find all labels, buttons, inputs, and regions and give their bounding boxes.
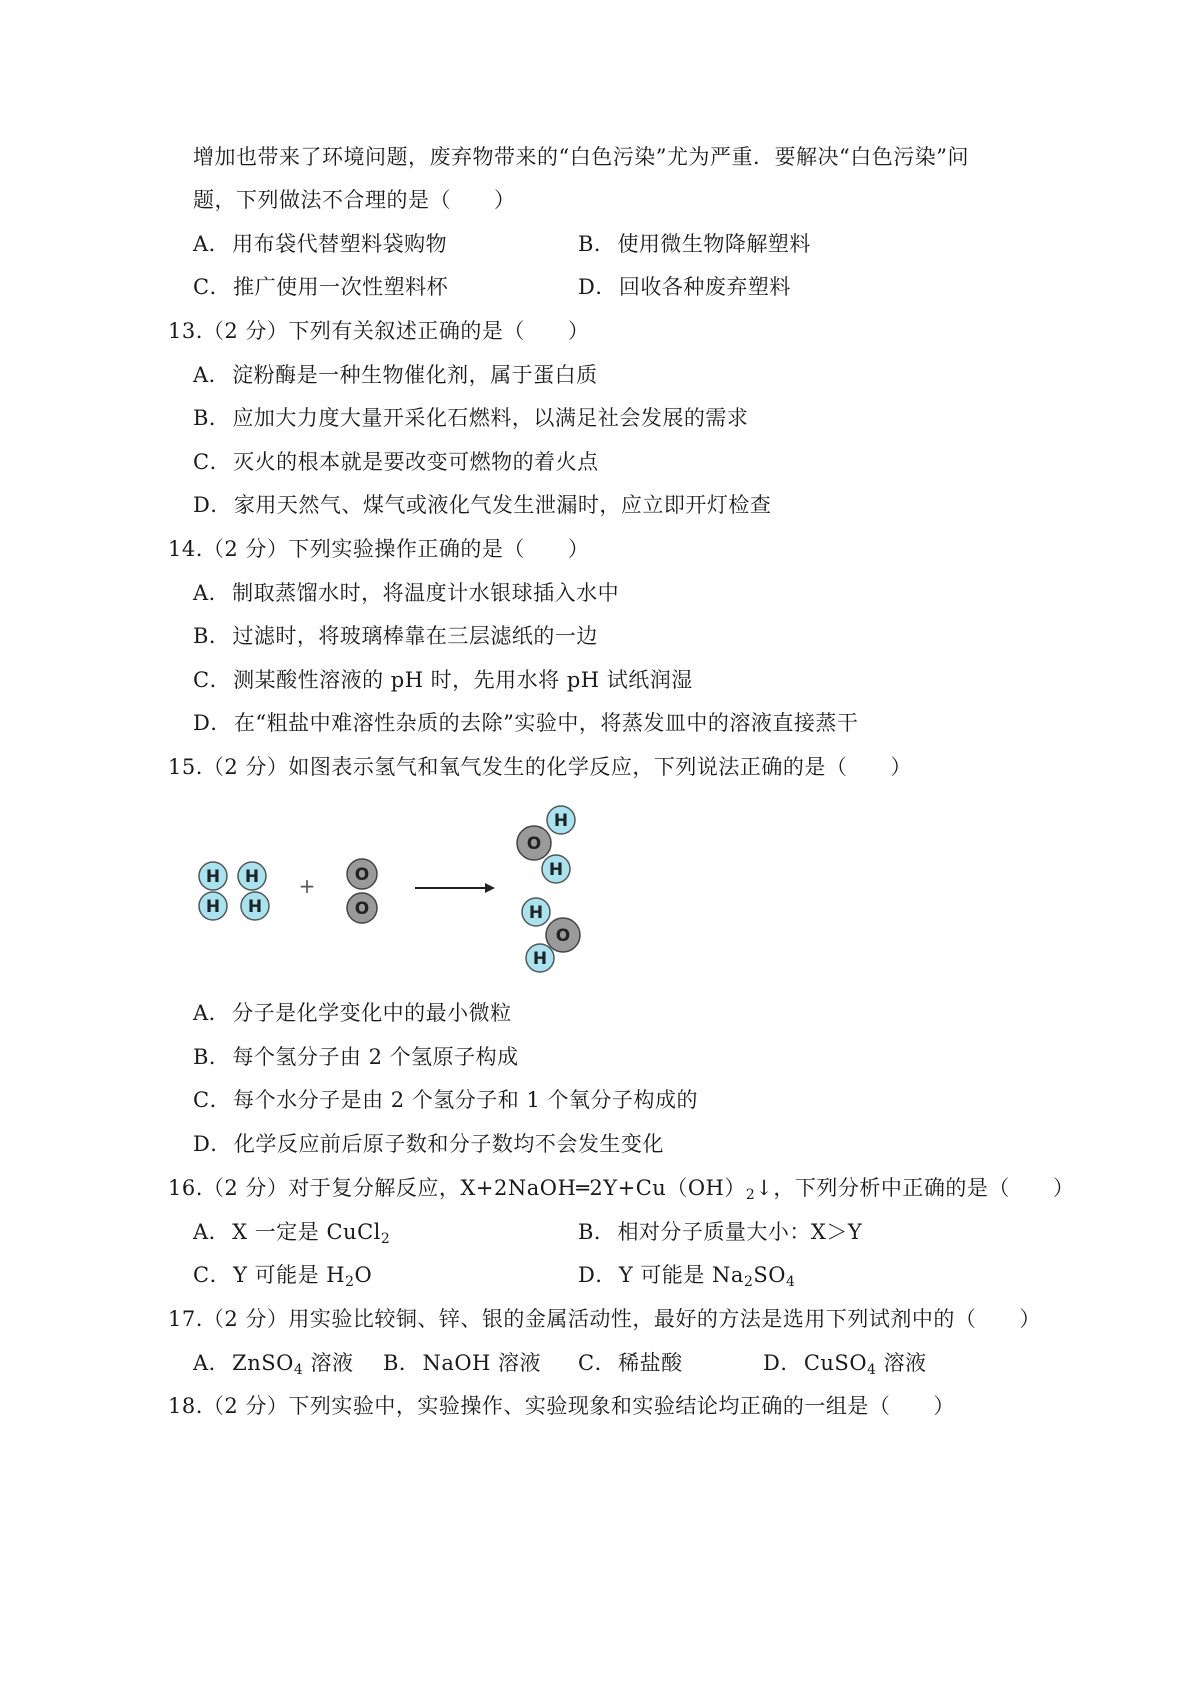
option-letter: B． [193, 1045, 231, 1069]
q15-stem: 15.（2 分）如图表示氢气和氧气发生的化学反应，下列说法正确的是（ ） [168, 755, 912, 779]
q12-option-c [193, 272, 448, 302]
q13-option-c [193, 447, 599, 477]
water-molecule-top [517, 806, 575, 883]
q12-stem-line2: 题，下列做法不合理的是（ ） [193, 188, 516, 212]
option-letter: B． [578, 1220, 616, 1244]
option-text: 应加大力度大量开采化石燃料，以满足社会发展的需求 [232, 406, 749, 430]
q16-stem-post: ↓，下列分析中正确的是（ ） [755, 1176, 1075, 1200]
option-text: 用布袋代替塑料袋购物 [232, 232, 448, 256]
option-text: 淀粉酶是一种生物催化剂，属于蛋白质 [232, 363, 598, 387]
option-text: 家用天然气、煤气或液化气发生泄漏时，应立即开灯检查 [233, 493, 772, 517]
q12-option-d [578, 272, 791, 302]
option-letter: C． [193, 1088, 232, 1112]
option-text: Y 可能是 H [233, 1263, 346, 1287]
q14-option-b [193, 621, 598, 651]
option-letter: C． [578, 1351, 617, 1375]
plus-sign: + [298, 874, 316, 898]
atom-symbol: H [532, 949, 548, 969]
option-letter: C． [193, 1263, 232, 1287]
option-text: 推广使用一次性塑料杯 [233, 275, 449, 299]
atom-symbol: H [247, 897, 263, 917]
option-subscript: 4 [785, 1274, 796, 1290]
option-letter: D． [578, 1263, 617, 1287]
option-letter: A． [193, 1220, 231, 1244]
atom-symbol: H [548, 860, 564, 880]
option-letter: B． [193, 624, 231, 648]
option-letter: B． [383, 1351, 421, 1375]
option-text-post: 溶液 [303, 1351, 354, 1375]
q16-option-b [578, 1217, 862, 1247]
option-text: 回收各种废弃塑料 [618, 275, 791, 299]
q17-option-a [193, 1348, 354, 1378]
option-letter: C． [193, 450, 232, 474]
option-letter: D． [763, 1351, 802, 1375]
reaction-arrow-icon [415, 883, 495, 893]
atom-symbol: O [354, 865, 370, 885]
option-text: CuSO [803, 1351, 868, 1375]
atom-symbol: H [244, 867, 260, 887]
option-text: NaOH 溶液 [422, 1351, 542, 1375]
option-text: Y 可能是 Na [618, 1263, 744, 1287]
option-text: 在“粗盐中难溶性杂质的去除”实验中，将蒸发皿中的溶液直接蒸干 [233, 711, 859, 735]
q12-stem-line1: 增加也带来了环境问题，废弃物带来的“白色污染”尤为严重．要解决“白色污染”问 [193, 145, 969, 169]
atom-symbol: O [555, 926, 571, 946]
option-letter: B． [193, 406, 231, 430]
atom-symbol: H [205, 867, 221, 887]
option-letter: C． [193, 668, 232, 692]
q15-option-d [193, 1129, 664, 1159]
atom-symbol: O [526, 834, 542, 854]
option-letter: A． [193, 232, 231, 256]
option-letter: D． [578, 275, 617, 299]
option-text: 分子是化学变化中的最小微粒 [232, 1001, 512, 1025]
q16-option-d [578, 1260, 795, 1290]
q16-stem [168, 1173, 1074, 1203]
q12-option-a [193, 229, 447, 259]
option-letter: A． [193, 1001, 231, 1025]
option-subscript: 2 [743, 1274, 754, 1290]
option-text: 灭火的根本就是要改变可燃物的着火点 [233, 450, 599, 474]
q13-option-a [193, 360, 598, 390]
option-text: 稀盐酸 [618, 1351, 683, 1375]
q13-stem: 13.（2 分）下列有关叙述正确的是（ ） [168, 319, 590, 343]
option-text-post: O [354, 1263, 373, 1287]
option-letter: D． [193, 493, 232, 517]
q15-option-c [193, 1085, 698, 1115]
q17-option-d [763, 1348, 927, 1378]
q15-option-b [193, 1042, 519, 1072]
option-text: 每个氢分子由 2 个氢原子构成 [232, 1045, 519, 1069]
option-letter: A． [193, 363, 231, 387]
option-letter: A． [193, 1351, 231, 1375]
atom-symbol: H [553, 811, 569, 831]
option-text: 每个水分子是由 2 个氢分子和 1 个氧分子构成的 [233, 1088, 698, 1112]
option-letter: C． [193, 275, 232, 299]
q17-option-c [578, 1348, 683, 1378]
option-text: 过滤时，将玻璃棒靠在三层滤纸的一边 [232, 624, 598, 648]
option-subscript: 2 [380, 1231, 391, 1247]
option-text: 测某酸性溶液的 pH 时，先用水将 pH 试纸润湿 [233, 668, 693, 692]
atom-symbol: H [528, 903, 544, 923]
q16-option-c [193, 1260, 372, 1290]
option-subscript: 4 [293, 1362, 304, 1378]
hydrogen-molecule-right [238, 862, 269, 920]
option-text: 制取蒸馏水时，将温度计水银球插入水中 [232, 581, 620, 605]
q14-stem: 14.（2 分）下列实验操作正确的是（ ） [168, 537, 590, 561]
option-text: X 一定是 CuCl [232, 1220, 381, 1244]
atom-symbol: H [205, 897, 221, 917]
option-text: 使用微生物降解塑料 [617, 232, 811, 256]
q13-option-d [193, 490, 771, 520]
option-text: 相对分子质量大小：X＞Y [617, 1220, 863, 1244]
option-text-mid: SO [753, 1263, 786, 1287]
atom-symbol: O [354, 899, 370, 919]
q14-option-d [193, 708, 858, 738]
q14-option-a [193, 578, 619, 608]
q16-option-a [193, 1217, 390, 1247]
oxygen-molecule [347, 859, 377, 923]
q18-stem: 18.（2 分）下列实验中，实验操作、实验现象和实验结论均正确的一组是（ ） [168, 1394, 955, 1418]
option-text: ZnSO [232, 1351, 294, 1375]
option-subscript: 2 [345, 1274, 355, 1290]
option-letter: A． [193, 581, 231, 605]
q17-stem: 17.（2 分）用实验比较铜、锌、银的金属活动性，最好的方法是选用下列试剂中的（ ） [168, 1307, 1041, 1331]
option-letter: D． [193, 1132, 232, 1156]
option-subscript: 4 [867, 1362, 877, 1378]
q15-option-a [193, 998, 512, 1028]
q16-stem-subscript: 2 [745, 1187, 756, 1203]
option-text-post: 溶液 [876, 1351, 927, 1375]
option-text: 化学反应前后原子数和分子数均不会发生变化 [233, 1132, 664, 1156]
option-letter: B． [578, 232, 616, 256]
q12-option-b [578, 229, 811, 259]
hydrogen-molecule-left [199, 862, 227, 920]
water-molecule-bottom [522, 898, 580, 972]
q16-stem-pre: 16.（2 分）对于复分解反应，X+2NaOH═2Y+Cu（OH） [168, 1176, 746, 1200]
option-letter: D． [193, 711, 232, 735]
q14-option-c [193, 665, 693, 695]
q17-option-b [383, 1348, 541, 1378]
q13-option-b [193, 403, 748, 433]
